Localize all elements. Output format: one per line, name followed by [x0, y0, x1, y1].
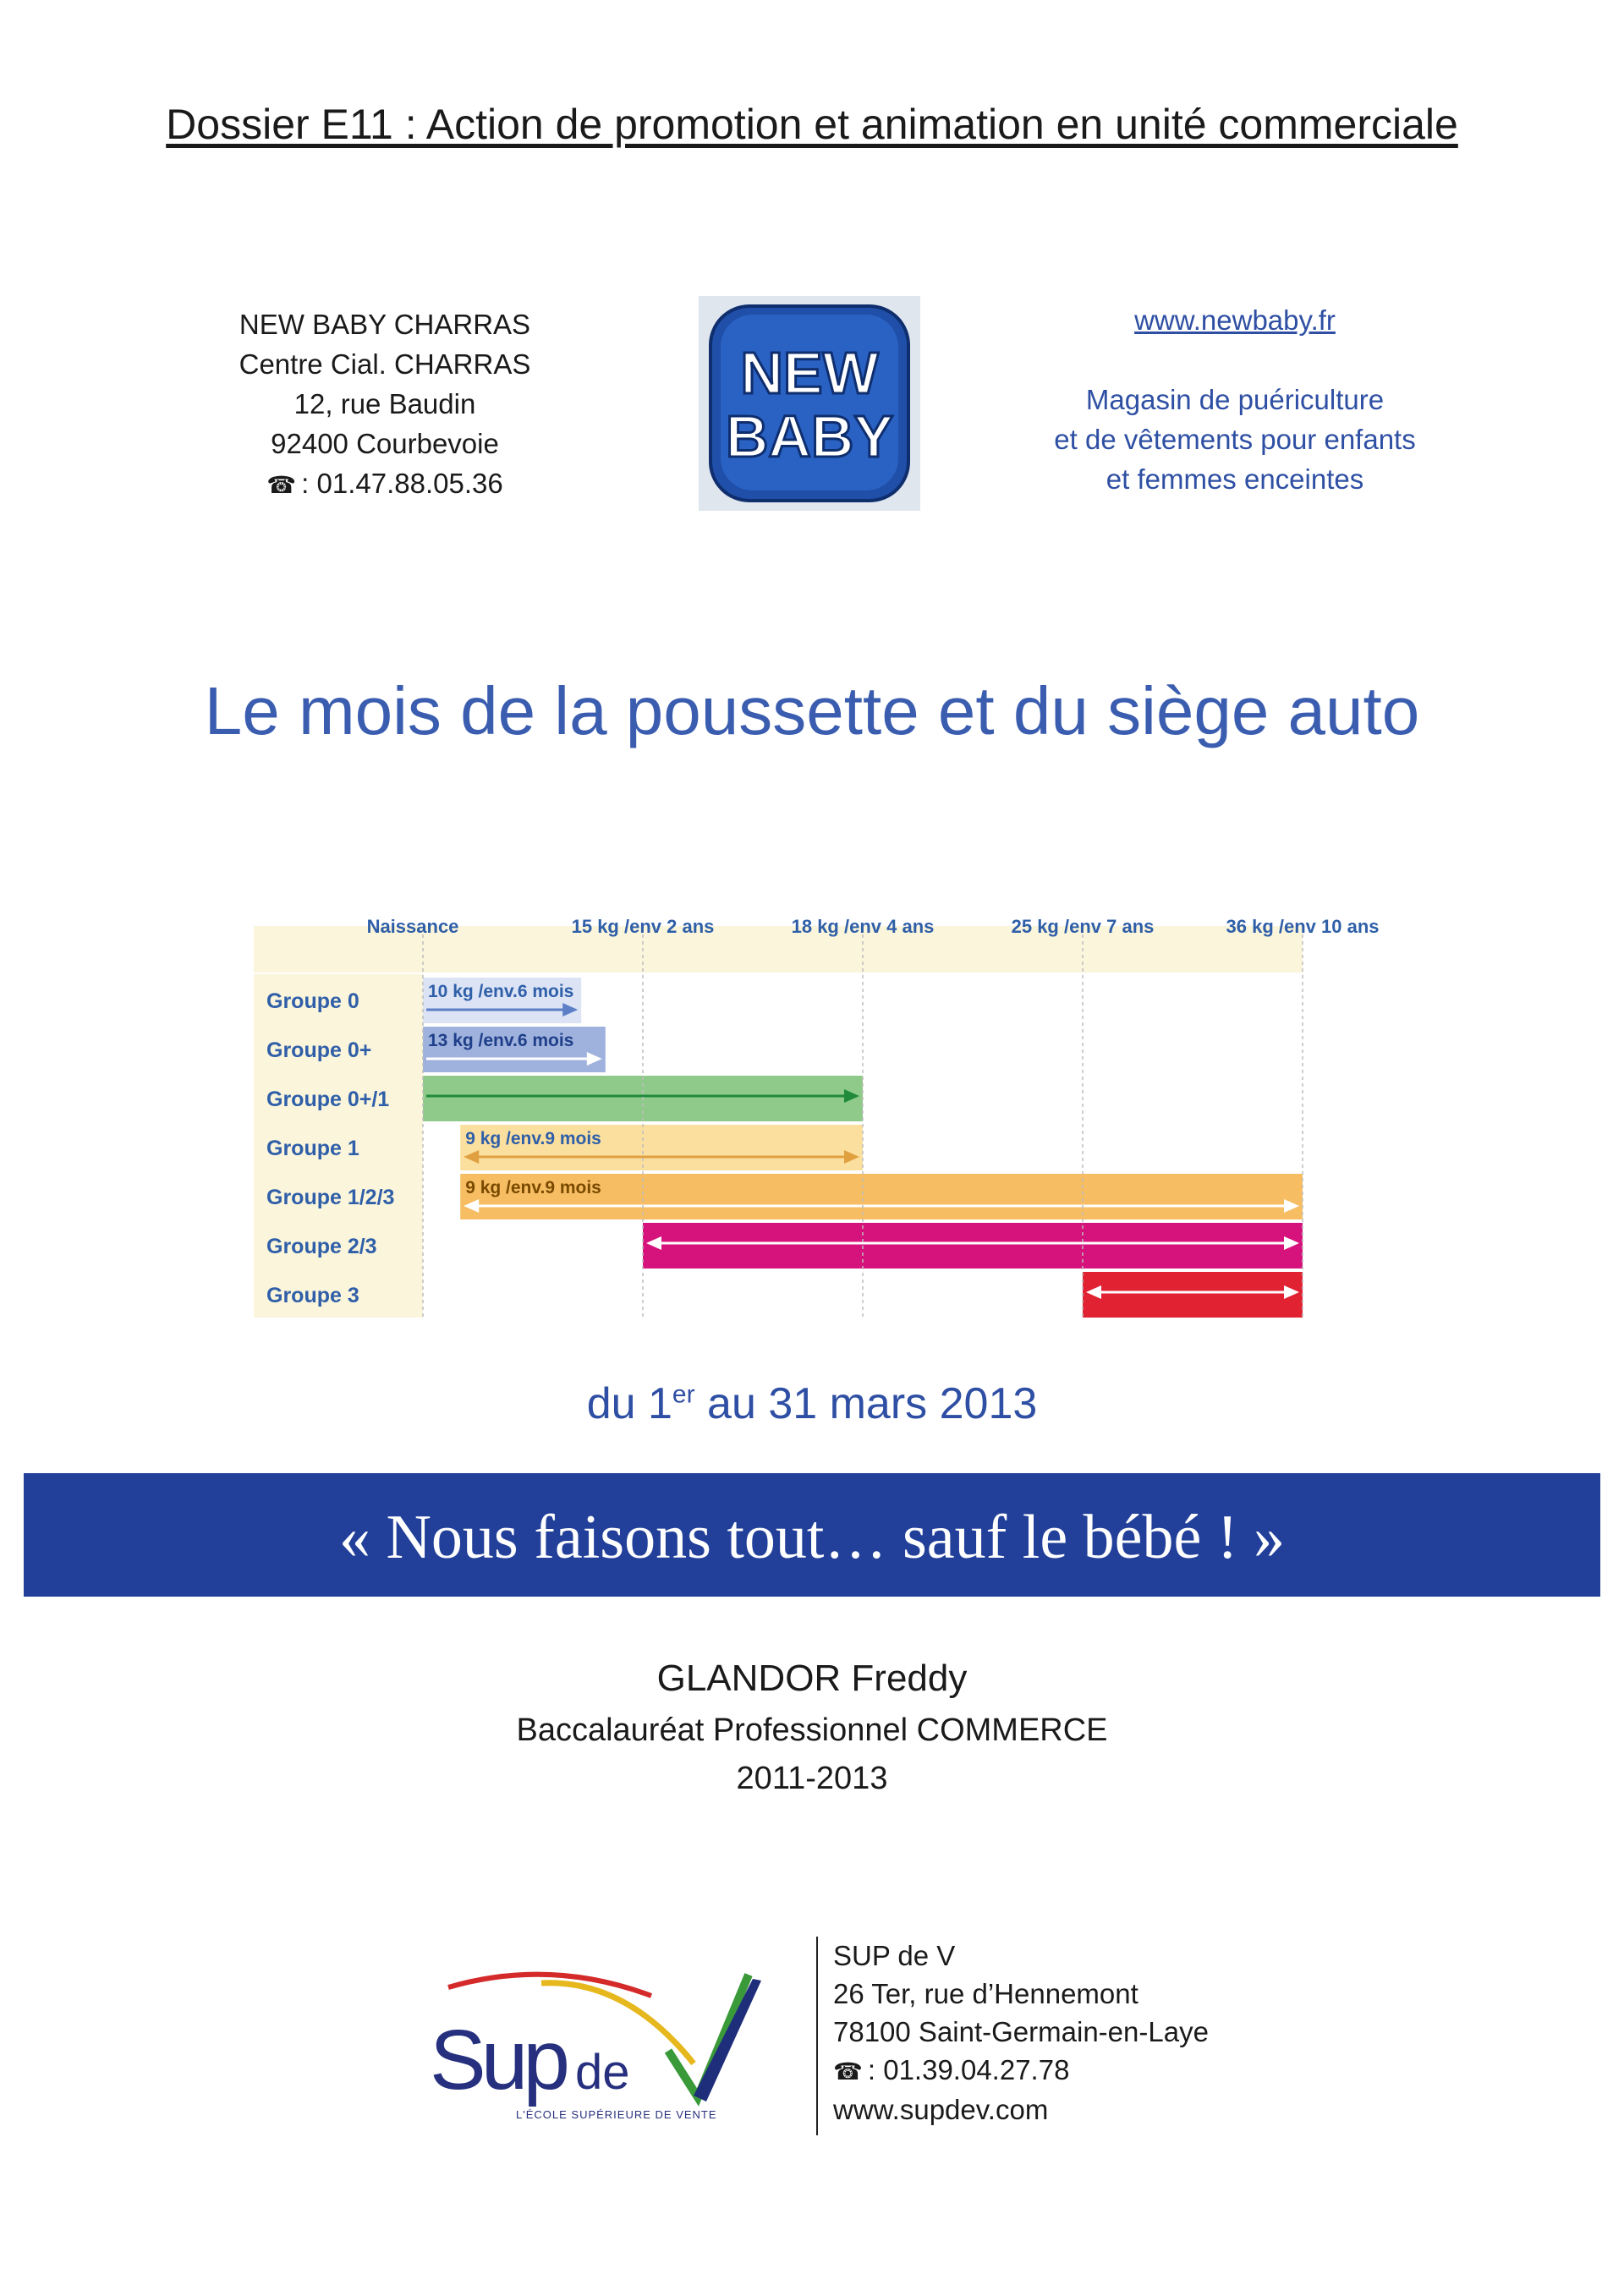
store-desc-line: et femmes enceintes	[1106, 463, 1364, 495]
phone-icon: ☎	[833, 2058, 863, 2085]
store-description	[1007, 380, 1463, 499]
group-note: 9 kg /env.9 mois	[465, 1129, 601, 1148]
logo-text-new: NEW	[740, 340, 879, 406]
group-note: 13 kg /env.6 mois	[428, 1031, 574, 1050]
store-street: 12, rue Baudin	[294, 388, 476, 419]
school-name: SUP de V	[833, 1940, 956, 1971]
column-header: 36 kg /env 10 ans	[1226, 916, 1380, 937]
slogan-banner	[24, 1473, 1600, 1597]
store-city: 92400 Courbevoie	[271, 428, 499, 459]
group-label: Groupe 0	[266, 989, 359, 1013]
group-label: Groupe 2/3	[266, 1235, 377, 1258]
store-centre: Centre Cial. CHARRAS	[239, 348, 531, 380]
school-phone-line	[833, 2051, 1209, 2091]
store-address-block	[211, 304, 558, 505]
store-phone: : 01.47.88.05.36	[301, 468, 503, 499]
dates-prefix: du 1	[586, 1379, 672, 1428]
group-bar	[643, 1223, 1303, 1269]
column-header: 15 kg /env 2 ans	[571, 916, 715, 937]
logo-text-sup: Sup	[430, 2013, 565, 2107]
slogan-text: « Nous faisons tout… sauf le bébé ! »	[338, 1503, 1286, 1572]
promotion-dates	[0, 1378, 1624, 1429]
group-label: Groupe 1	[266, 1137, 359, 1160]
school-address-block	[833, 1937, 1209, 2129]
school-phone: : 01.39.04.27.78	[867, 2054, 1070, 2085]
store-website-link[interactable]: www.newbaby.fr	[1134, 304, 1336, 336]
column-header: 25 kg /env 7 ans	[1011, 916, 1155, 937]
student-years: 2011-2013	[736, 1761, 888, 1796]
logo-tagline: L'ÉCOLE SUPÉRIEURE DE VENTE	[516, 2108, 717, 2121]
logo-text-baby: BABY	[725, 403, 894, 469]
store-desc-line: et de vêtements pour enfants	[1054, 424, 1416, 455]
school-city: 78100 Saint-Germain-en-Laye	[833, 2016, 1209, 2047]
logo-text-de: de	[575, 2045, 630, 2100]
dates-sup: er	[672, 1380, 695, 1409]
store-web-block	[1007, 300, 1463, 499]
supdev-logo	[414, 1962, 787, 2140]
student-name: GLANDOR Freddy	[656, 1658, 968, 1699]
column-header: 18 kg /env 4 ans	[791, 916, 935, 937]
school-street: 26 Ter, rue d’Hennemont	[833, 1978, 1138, 2009]
student-diploma: Baccalauréat Professionnel COMMERCE	[516, 1712, 1108, 1748]
column-header: Naissance	[366, 916, 459, 937]
store-name: NEW BABY CHARRAS	[239, 309, 531, 340]
headline: Le mois de la poussette et du siège auto	[204, 673, 1420, 748]
group-note: 10 kg /env.6 mois	[428, 982, 574, 1001]
store-desc-line: Magasin de puériculture	[1085, 384, 1385, 415]
new-baby-logo	[699, 296, 920, 511]
group-label: Groupe 1/2/3	[266, 1186, 395, 1209]
dates-suffix: au 31 mars 2013	[694, 1379, 1038, 1428]
group-bar	[1083, 1272, 1303, 1318]
group-note: 9 kg /env.9 mois	[465, 1178, 601, 1197]
document-title: Dossier E11 : Action de promotion et animation en unité commerciale	[166, 101, 1458, 148]
school-website[interactable]: www.supdev.com	[833, 2094, 1049, 2125]
group-label: Groupe 3	[266, 1284, 359, 1307]
store-phone-line	[211, 463, 558, 505]
group-label: Groupe 0+	[266, 1038, 372, 1062]
group-label: Groupe 0+/1	[266, 1088, 390, 1111]
car-seat-groups-chart	[254, 888, 1404, 1319]
phone-icon: ☎	[266, 472, 297, 498]
vertical-divider	[816, 1937, 818, 2135]
